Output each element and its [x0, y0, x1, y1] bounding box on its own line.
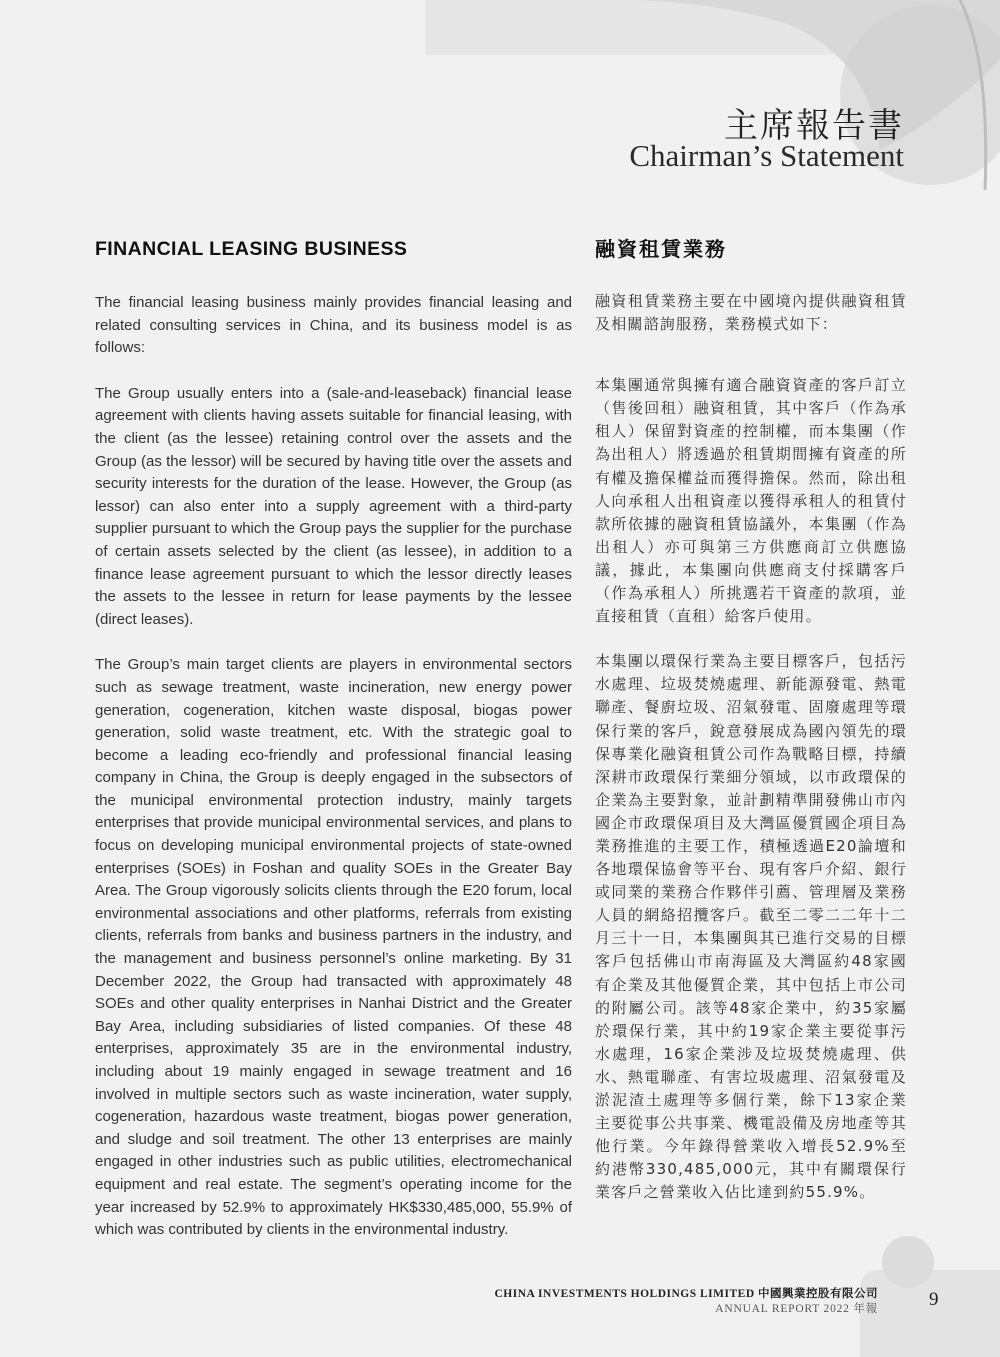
footer-company-name: CHINA INVESTMENTS HOLDINGS LIMITED 中國興業控股有限公司 — [494, 1288, 878, 1300]
chinese-paragraph-3: 本集團以環保行業為主要目標客戶，包括污水處理、垃圾焚燒處理、新能源發電、熱電聯產、餐廚垃圾、沼氣發電、固廢處理等環保行業的客戶，銳意發展成為國內領先的環保專業化融資租賃公司作為戰略目標，持續深耕市政環保行業細分領域，以市政環保的企業為主要對象，並計劃精準開發佛山市內國企市政環保項目及大灣區優質國企項目為業務推進的主要工作，積極透過E20論壇和各地環保協會等平台、現有客戶介紹、銀行或同業的業務合作夥伴引薦、管理層及業務人員的網絡招攬客戶。截至二零二二年十二月三十一日，本集團與其已進行交易的目標客戶包括佛山市南海區及大灣區約48家國有企業及其他優質企業，其中包括上市公司的附屬公司。該等48家企業中，約35家屬於環保行業，其中約19家企業主要從事污水處理，16家企業涉及垃圾焚燒處理、供水、熱電聯產、有害垃圾處理、沼氣發電及淤泥渣土處理等多個行業，餘下13家企業主要從事公共事業、機電設備及房地產等其他行業。今年錄得營業收入增長52.9%至約港幣330,485,000元，其中有關環保行業客戶之營業收入佔比達到約55.9%。 — [595, 652, 907, 1202]
chinese-paragraph-2: 本集團通常與擁有適合融資資產的客戶訂立（售後回租）融資租賃，其中客戶（作為承租人）保留對資產的控制權，而本集團（作為出租人）將透過於租賃期間擁有資產的所有權及擔保權益而獲得擔保。然而，除出租人向承租人出租資產以獲得承租人的租賃付款所依據的融資租賃協議外，本集團（作為出租人）亦可與第三方供應商訂立供應協議，據此，本集團向供應商支付採購客戶（作為承租人）所挑選若干資產的款項，並直接租賃（直租）給客戶使用。 — [595, 376, 907, 626]
chinese-column — [595, 232, 907, 1204]
section-heading-english: FINANCIAL LEASING BUSINESS — [95, 238, 408, 260]
english-paragraph-2: The Group usually enters into a (sale-and-leaseback) financial lease agreement with clients having assets suitable for financial leasing, with the client (as the lessee) retaining control over the assets and the Group (as the lessor) will be secured by having title over the assets and security interests for the duration of the lease. However, the Group (as lessor) can also enter into a supply agreement with a third-party supplier pursuant to which the Group pays the supplier for the purchase of certain assets selected by the client (as lessee), in addition to a finance lease agreement pursuant to which the lessor directly leases the assets to the lessee in return for lease payments by the lessee (direct leases). — [95, 384, 572, 628]
footer-report-label: ANNUAL REPORT 2022 年報 — [715, 1303, 878, 1315]
english-column — [95, 232, 572, 1242]
page-title-chinese: 主席報告書 — [724, 106, 904, 146]
page-number: 9 — [929, 1289, 939, 1310]
english-paragraph-3: The Group’s main target clients are players in environmental sectors such as sewage treatment, waste incineration, new energy power generation, cogeneration, kitchen waste disposal, biogas power generation, solid waste treatment, etc. With the strategic goal to become a leading eco-friendly and professional financial leasing company in China, the Group is deeply engaged in the subsectors of the municipal environmental protection industry, mainly targets enterprises that provide municipal environmental services, and plans to focus on developing municipal environmental projects of state-owned enterprises (SOEs) in Foshan and quality SOEs in the Greater Bay Area. The Group vigorously solicits clients through the E20 forum, local environmental associations and other platforms, referrals from existing clients, referrals from banks and business partners in the industry, and the management and business personnel’s online marketing. By 31 December 2022, the Group had transacted with approximately 48 SOEs and other quality enterprises in Nanhai District and the Greater Bay Area, including subsidiaries of listed companies. Of these 48 enterprises, approximately 35 are in the environmental industry, including about 19 mainly engaged in sewage treatment and 16 involved in multiple sectors such as waste incineration, water supply, cogeneration, hazardous waste treatment, biogas power generation, and sludge and soil treatment. The other 13 enterprises are mainly engaged in other industries such as public utilities, electromechanical equipment and real estate. The segment’s operating income for the year increased by 52.9% to approximately HK$330,485,000, 55.9% of which was contributed by clients in the environmental industry. — [95, 656, 572, 1239]
english-paragraph-1: The financial leasing business mainly provides financial leasing and related consulting services in China, and its business model is as follows: — [95, 294, 572, 357]
page-title-english: Chairman’s Statement — [629, 138, 904, 173]
chinese-paragraph-1: 融資租賃業務主要在中國境內提供融資租賃及相關諮詢服務，業務模式如下： — [595, 292, 907, 334]
section-heading-chinese: 融資租賃業務 — [595, 237, 727, 261]
